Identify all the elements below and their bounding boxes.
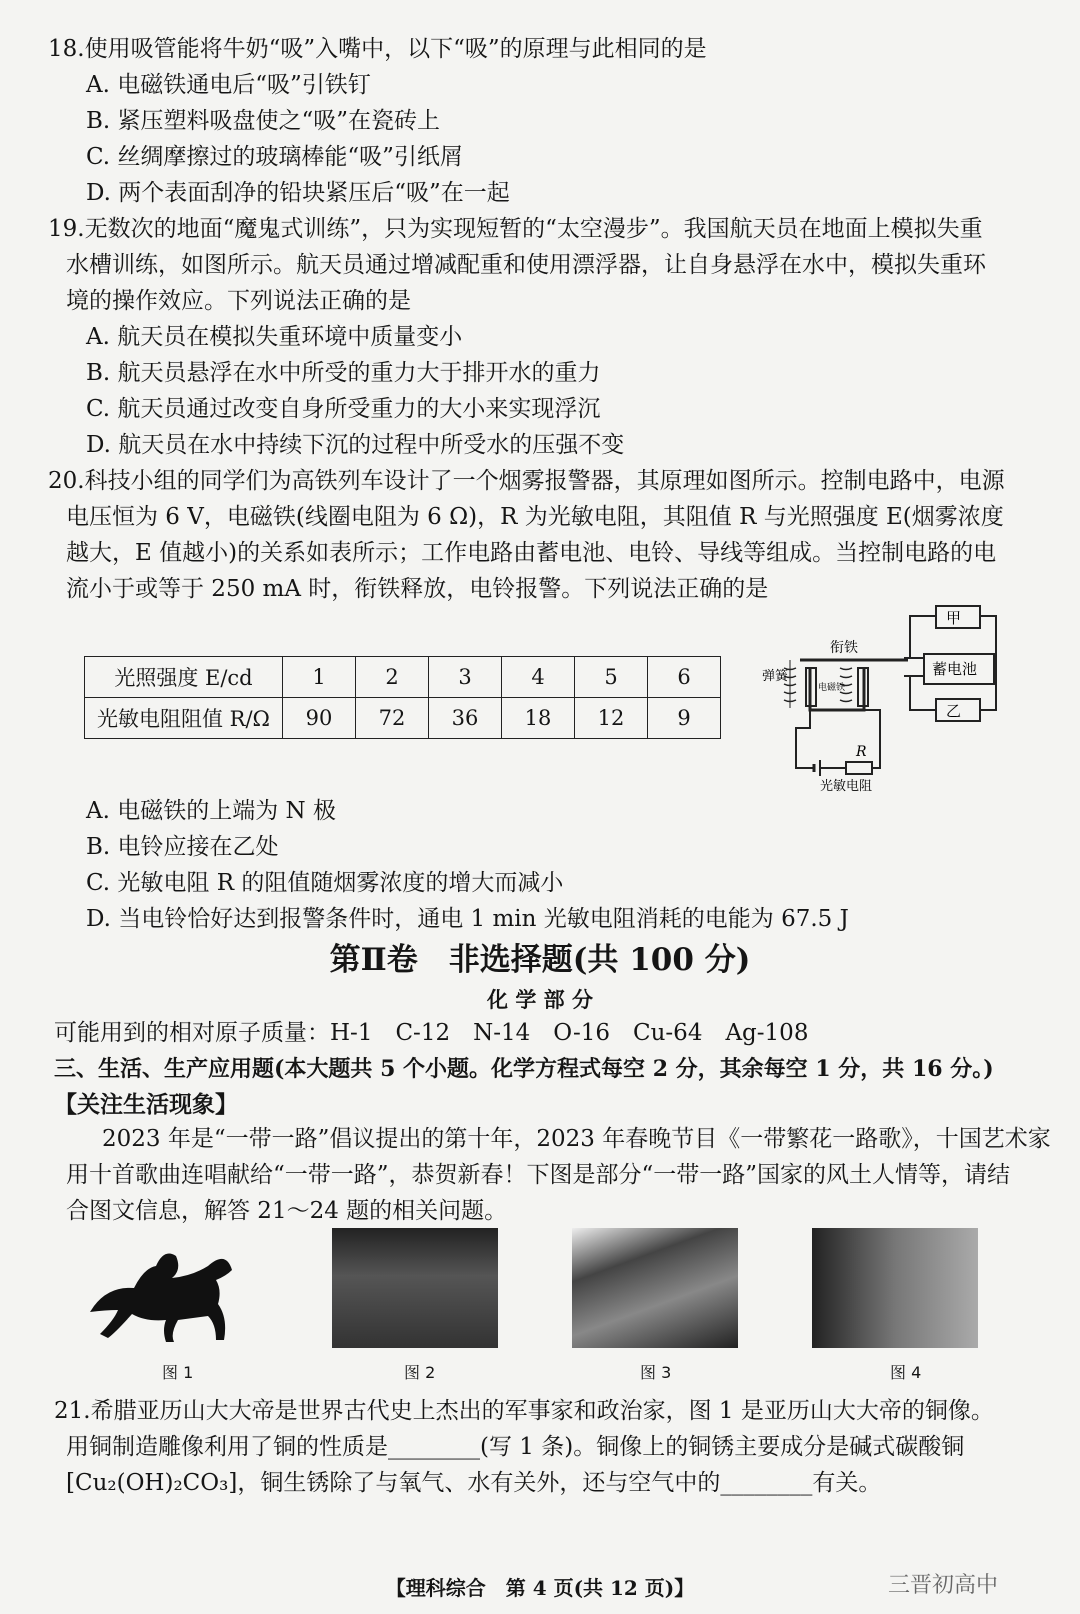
q19-option-c: C. 航天员通过改变自身所受重力的大小来实现浮沉 — [86, 396, 601, 422]
page-footer: 【理科综合 第 4 页(共 12 页)】 — [385, 1576, 695, 1600]
spring-label: 弹簧 — [762, 669, 789, 684]
focus-heading: 【关注生活现象】 — [54, 1091, 238, 1118]
q18-option-a: A. 电磁铁通电后“吸”引铁钉 — [86, 72, 371, 98]
table-row — [85, 698, 721, 739]
yi-label: 乙 — [946, 702, 962, 720]
q19-stem-line3: 境的操作效应。下列说法正确的是 — [66, 288, 411, 314]
q18-option-c: C. 丝绸摩擦过的玻璃棒能“吸”引纸屑 — [86, 144, 463, 170]
figure-1-bronze-horse-rider — [84, 1228, 250, 1348]
table-header-resistance: 光敏电阻阻值 R/Ω — [85, 698, 283, 739]
jia-label: 甲 — [946, 609, 962, 627]
electromagnet-label: 电磁铁 — [818, 683, 846, 693]
table-cell: 6 — [648, 657, 721, 698]
table-cell: 2 — [356, 657, 429, 698]
table-cell: 72 — [356, 698, 429, 739]
q20-option-b: B. 电铃应接在乙处 — [86, 834, 279, 860]
figure-4-caption: 图 4 — [890, 1363, 922, 1382]
smoke-alarm-circuit-diagram — [760, 598, 1030, 798]
figure-3-caption: 图 3 — [640, 1363, 672, 1382]
q20-option-d: D. 当电铃恰好达到报警条件时，通电 1 min 光敏电阻消耗的电能为 67.5 J — [86, 906, 849, 932]
q18-option-d: D. 两个表面刮净的铅块紧压后“吸”在一起 — [86, 180, 510, 206]
battery-label: 蓄电池 — [932, 660, 978, 678]
figure-2-caption: 图 2 — [404, 1363, 436, 1382]
q20-stem-line4: 流小于或等于 250 mA 时，衔铁释放，电铃报警。下列说法正确的是 — [66, 576, 769, 602]
q20-option-c: C. 光敏电阻 R 的阻值随烟雾浓度的增大而减小 — [86, 870, 564, 896]
table-cell: 3 — [429, 657, 502, 698]
table-cell: 12 — [575, 698, 648, 739]
q19-option-d: D. 航天员在水中持续下沉的过程中所受水的压强不变 — [86, 432, 625, 458]
figure-1-caption: 图 1 — [162, 1363, 194, 1382]
table-cell: 1 — [283, 657, 356, 698]
intro-line2: 用十首歌曲连唱献给“一带一路”，恭贺新春！下图是部分“一带一路”国家的风土人情等，请结 — [66, 1162, 1011, 1188]
intro-line1: 2023 年是“一带一路”倡议提出的第十年，2023 年春晚节目《一带繁花一路歌》，十国艺术家 — [102, 1126, 1051, 1152]
q21-stem-line3: [Cu₂(OH)₂CO₃]，铜生锈除了与氧气、水有关外，还与空气中的________有关。 — [66, 1470, 882, 1496]
table-cell: 9 — [648, 698, 721, 739]
table-header-light: 光照强度 E/cd — [85, 657, 283, 698]
light-resistance-table — [84, 656, 721, 739]
table-cell: 4 — [502, 657, 575, 698]
table-cell: 5 — [575, 657, 648, 698]
q21-stem-line2: 用铜制造雕像利用了铜的性质是________(写 1 条)。铜像上的铜锈主要成分是碱式碳酸铜 — [66, 1434, 965, 1460]
atomic-mass-line: 可能用到的相对原子质量：H-1 C-12 N-14 O-16 Cu-64 Ag-108 — [54, 1020, 809, 1046]
q20-option-a: A. 电磁铁的上端为 N 极 — [86, 798, 336, 824]
q18-option-b: B. 紧压塑料吸盘使之“吸”在瓷砖上 — [86, 108, 441, 134]
table-row — [85, 657, 721, 698]
r-label: R — [856, 744, 867, 760]
figure-2-sheep-herd — [332, 1228, 498, 1348]
q21-stem-line1: 21.希腊亚历山大大帝是世界古代史上杰出的军事家和政治家，图 1 是亚历山大大帝的铜像。 — [54, 1398, 994, 1424]
part3-heading: 三、生活、生产应用题(本大题共 5 个小题。化学方程式每空 2 分，其余每空 1 分，共 16 分。) — [54, 1056, 994, 1082]
photoresistor-symbol — [846, 762, 872, 774]
figure-4-tea-picker — [812, 1228, 978, 1348]
photoresistor-label: 光敏电阻 — [820, 779, 873, 794]
q20-stem-line3: 越大，E 值越小)的关系如表所示；工作电路由蓄电池、电铃、导线等组成。当控制电路的电 — [66, 540, 997, 566]
q19-stem-line1: 19.无数次的地面“魔鬼式训练”，只为实现短暂的“太空漫步”。我国航天员在地面上模拟失重 — [48, 216, 983, 242]
armature-label: 衔铁 — [830, 640, 858, 656]
section-subtitle: 化 学 部 分 — [487, 987, 593, 1012]
q18-stem: 18.使用吸管能将牛奶“吸”入嘴中，以下“吸”的原理与此相同的是 — [48, 36, 707, 62]
table-cell: 36 — [429, 698, 502, 739]
table-cell: 90 — [283, 698, 356, 739]
q20-stem-line2: 电压恒为 6 V，电磁铁(线圈电阻为 6 Ω)，R 为光敏电阻，其阻值 R 与光照强度 E(烟雾浓度 — [66, 504, 1004, 530]
q19-stem-line2: 水槽训练，如图所示。航天员通过增减配重和使用漂浮器，让自身悬浮在水中，模拟失重环 — [66, 252, 986, 278]
q19-option-b: B. 航天员悬浮在水中所受的重力大于排开水的重力 — [86, 360, 601, 386]
q20-stem-line1: 20.科技小组的同学们为高铁列车设计了一个烟雾报警器，其原理如图所示。控制电路中，电源 — [48, 468, 1005, 494]
watermark: 三晋初高中 — [888, 1573, 999, 1598]
intro-line3: 合图文信息，解答 21～24 题的相关问题。 — [66, 1198, 508, 1224]
section-title: 第Ⅱ卷 非选择题(共 100 分) — [329, 942, 751, 978]
table-cell: 18 — [502, 698, 575, 739]
q19-option-a: A. 航天员在模拟失重环境中质量变小 — [86, 324, 463, 350]
figure-3-meat-dish — [572, 1228, 738, 1348]
